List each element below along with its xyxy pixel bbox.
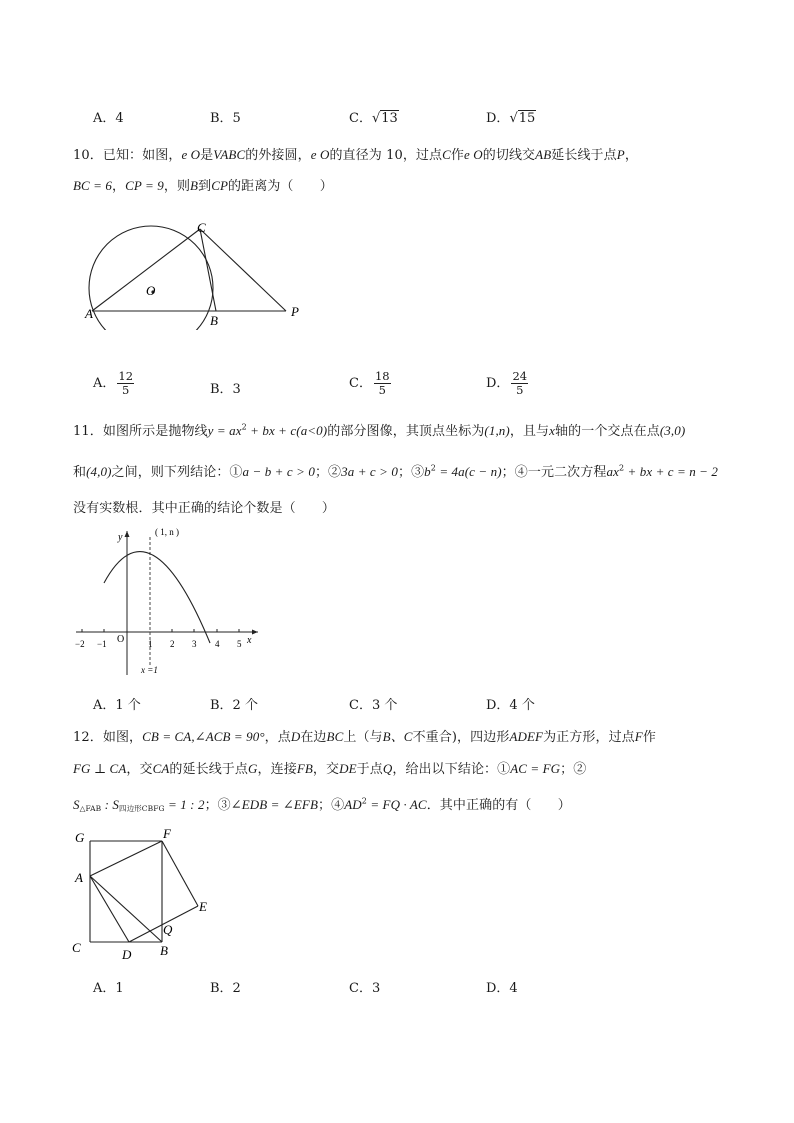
q10-text: 延长线于点: [551, 148, 617, 163]
q10-option-c-fraction: [374, 370, 391, 397]
q12-point: G: [248, 761, 258, 776]
q10-figure: [80, 215, 310, 330]
q11-text: 轴的一个交点在点: [555, 424, 660, 439]
q9-option-c-radicand: 13: [381, 111, 398, 126]
fraction-numerator: 24: [512, 369, 528, 383]
q11-equation: + bx + c: [246, 423, 297, 438]
q11-axis-label: x =1: [141, 665, 158, 675]
q10-segment-cp: [200, 229, 286, 311]
q12-text: 的延长线于点: [169, 762, 248, 777]
q9-option-c-sqrt: [372, 111, 399, 126]
q11-exponent: 2: [241, 422, 247, 432]
q12-line-1: [73, 726, 656, 745]
q10-point: B: [190, 178, 199, 193]
q12-label-d: D: [122, 947, 132, 962]
q10-label-b: B: [210, 313, 218, 328]
q12-option-d: D．4: [486, 981, 518, 996]
q10-text: 的距离为（ ）: [228, 179, 333, 194]
q11-tick-label: 2: [170, 639, 175, 649]
q11-text: ；④一元二次方程: [501, 465, 607, 480]
q10-line-1: [73, 144, 638, 163]
q11-x: x: [549, 423, 556, 438]
q11-tick-label: 3: [192, 639, 197, 649]
q12-option-b: B．2: [210, 981, 241, 996]
q11-tick-label: −2: [75, 639, 85, 649]
q10-segment-ac: [92, 229, 200, 311]
sqrt-icon: √: [371, 111, 381, 126]
q9-option-d-letter: D．: [486, 111, 510, 126]
q10-text: 作: [450, 148, 465, 163]
q11-vertex-label: ( 1, n ): [155, 527, 179, 537]
q12-conclusion-4: = FQ · AC: [366, 797, 427, 812]
q12-exponent: 2: [361, 796, 367, 806]
q10-text: ，: [111, 179, 126, 194]
q9-option-d-radicand: 15: [518, 111, 536, 126]
q12-option-a: A．1: [93, 981, 124, 996]
fraction-denominator: 5: [378, 383, 386, 397]
q12-given: CB = CA,∠ACB = 90°: [142, 729, 265, 744]
q11-line-1: [73, 420, 685, 439]
q10-option-a-letter: A．: [93, 376, 116, 391]
q12-line-2: [73, 758, 586, 777]
q12-label-q: Q: [163, 922, 173, 937]
q11-option-a: A．1 个: [93, 698, 141, 713]
q11-x-axis-arrow-icon: [252, 630, 258, 635]
q11-line-2: [73, 461, 718, 480]
q12-text: ；③: [204, 798, 231, 813]
q12-point: D: [290, 729, 301, 744]
q12-figure: [66, 824, 226, 964]
q10-point: C: [442, 147, 451, 162]
q10-text: 是: [200, 148, 214, 163]
q12-text: 在边: [300, 730, 327, 745]
q12-segment-fe: [162, 841, 198, 906]
q10-option-b: B．3: [210, 382, 241, 397]
q12-option-c: C．3: [349, 981, 381, 996]
q11-text: ；②: [314, 465, 342, 480]
q10-circle-symbol: e O: [310, 147, 330, 162]
q11-conclusion-2: 3a + c > 0: [341, 464, 398, 479]
fraction-numerator: 12: [118, 369, 134, 383]
q12-segment: BC: [326, 729, 344, 744]
q10-text: ，: [624, 148, 638, 163]
q10-circle: [89, 226, 213, 330]
fraction-denominator: 5: [122, 383, 130, 397]
q10-text: 的切线交: [482, 148, 536, 163]
q12-text: 上（与: [343, 730, 383, 745]
q10-option-d: [486, 370, 528, 397]
q12-label-e: E: [199, 899, 207, 914]
q12-conclusion-3: ∠EDB = ∠EFB: [230, 797, 319, 812]
q12-area-symbol: : S: [101, 797, 119, 812]
q11-x-label: x: [247, 635, 252, 646]
q10-text: 10．已知：如图，: [73, 148, 182, 163]
q12-text: ，交: [312, 762, 340, 777]
q11-point: (3,0): [659, 423, 686, 438]
q10-circle-symbol: e O: [181, 147, 201, 162]
q9-option-d-sqrt: [509, 111, 536, 126]
q11-option-c: C．3 个: [349, 698, 398, 713]
q12-text: ，交: [126, 762, 153, 777]
q12-segment-af: [90, 841, 162, 876]
q12-label-b: B: [160, 943, 168, 958]
q12-segment: CA: [152, 761, 170, 776]
q12-square: ADEF: [509, 729, 544, 744]
q12-label-g: G: [75, 830, 85, 845]
q9-option-d: [486, 107, 536, 126]
q11-text: 和: [73, 465, 87, 480]
q11-text: ；③: [397, 465, 425, 480]
q11-tick-label: 1: [148, 639, 153, 649]
q10-segment: AB: [535, 147, 552, 162]
q11-exponent: 2: [618, 463, 625, 473]
q11-line-3: 没有实数根．其中正确的结论个数是（ ）: [73, 501, 336, 516]
q11-conclusion-1: a − b + c > 0: [242, 464, 315, 479]
q12-text: 为正方形，过点: [543, 730, 635, 745]
q11-conclusion-4: + bx + c = n − 2: [624, 464, 719, 479]
sqrt-icon: √: [509, 111, 518, 126]
q12-area-subscript: 四边形CBFG: [119, 804, 165, 813]
q12-given: FG ⊥ CA: [73, 761, 127, 776]
q12-segment-ad: [90, 876, 129, 942]
q11-equation: y = ax: [207, 423, 242, 438]
q11-conclusion-4: ax: [606, 464, 619, 479]
q12-label-a: A: [75, 870, 83, 885]
q12-text: ，连接: [257, 762, 297, 777]
q11-text: ，且与: [509, 424, 550, 439]
q10-segment: CP: [211, 178, 229, 193]
q12-point: F: [634, 729, 643, 744]
q10-text: 的直径为 10，过点: [329, 148, 443, 163]
q10-line-2: [73, 175, 333, 194]
q11-tick-label: 5: [237, 639, 242, 649]
q10-point: P: [616, 147, 625, 162]
q10-option-d-fraction: [511, 370, 528, 397]
q12-text: ，点: [264, 730, 291, 745]
q10-given: BC = 6: [73, 178, 112, 193]
q12-segment: FB: [296, 761, 313, 776]
q12-segment: DE: [339, 761, 357, 776]
q12-label-c: C: [72, 940, 81, 955]
q12-conclusion-4: AD: [344, 797, 362, 812]
fraction-numerator: 18: [374, 369, 390, 383]
q11-exponent: 2: [430, 463, 436, 473]
q11-figure: [72, 525, 264, 680]
q11-conclusion-3: = 4a(c − n): [435, 464, 502, 479]
fraction-denominator: 5: [516, 383, 524, 397]
q9-option-c-letter: C．: [349, 111, 372, 126]
q10-text: 的外接圆，: [245, 148, 311, 163]
q12-points: B、C: [382, 729, 413, 744]
q11-origin-label: O: [117, 634, 125, 645]
q9-option-c: [349, 107, 399, 126]
q10-label-p: P: [291, 304, 299, 319]
q12-text: ；②: [560, 762, 587, 777]
q12-text: ；④: [318, 798, 345, 813]
q12-point: Q: [382, 761, 393, 776]
q12-conclusion-1: AC = FG: [510, 761, 561, 776]
q10-given: CP = 9: [125, 178, 164, 193]
q10-option-a-fraction: [117, 370, 134, 397]
q10-text: ，则: [163, 179, 191, 194]
q9-option-a: A．4: [93, 111, 124, 126]
q12-area-symbol: S: [73, 797, 80, 812]
q11-tick-label: 4: [215, 639, 220, 649]
q9-option-b: B．5: [210, 111, 241, 126]
q10-circle-symbol: e O: [464, 147, 483, 162]
q11-y-axis-arrow-icon: [125, 531, 130, 537]
q12-line-3: [73, 794, 571, 814]
q12-text: ，给出以下结论：①: [392, 762, 511, 777]
q11-text: 11．如图所示是抛物线: [73, 424, 208, 439]
q10-text: 到: [198, 179, 212, 194]
q11-tick-label: −1: [97, 639, 107, 649]
q11-vertex: (1,n): [484, 423, 510, 438]
q12-text: 不重合)，四边形: [412, 730, 510, 745]
q10-option-a: [93, 370, 134, 397]
q12-segment-ab: [90, 876, 162, 942]
q11-conclusion-3: b: [424, 464, 431, 479]
q11-text: 之间，则下列结论：①: [111, 465, 243, 480]
q12-text: ．其中正确的有（ ）: [426, 798, 571, 813]
q10-label-a: A: [85, 306, 93, 321]
q11-condition: (a<0): [296, 423, 328, 438]
q11-text: 的部分图像，其顶点坐标为: [327, 424, 485, 439]
q11-y-label: y: [118, 532, 123, 543]
q12-area-subscript: △FAB: [79, 804, 102, 813]
q12-text: 12．如图，: [73, 730, 143, 745]
q11-option-d: D．4 个: [486, 698, 535, 713]
q10-triangle-symbol: VABC: [213, 147, 246, 162]
q11-option-b: B．2 个: [210, 698, 258, 713]
q10-option-c-letter: C．: [349, 376, 372, 391]
q10-label-c: C: [197, 220, 206, 235]
q10-label-o: O: [146, 283, 156, 298]
q12-label-f: F: [163, 826, 171, 841]
q12-text: 于点: [356, 762, 383, 777]
q12-ratio: = 1 : 2: [164, 797, 205, 812]
q10-option-d-letter: D．: [486, 376, 510, 391]
q11-point: (4,0): [86, 464, 112, 479]
q10-option-c: [349, 370, 391, 397]
q12-text: 作: [642, 730, 656, 745]
